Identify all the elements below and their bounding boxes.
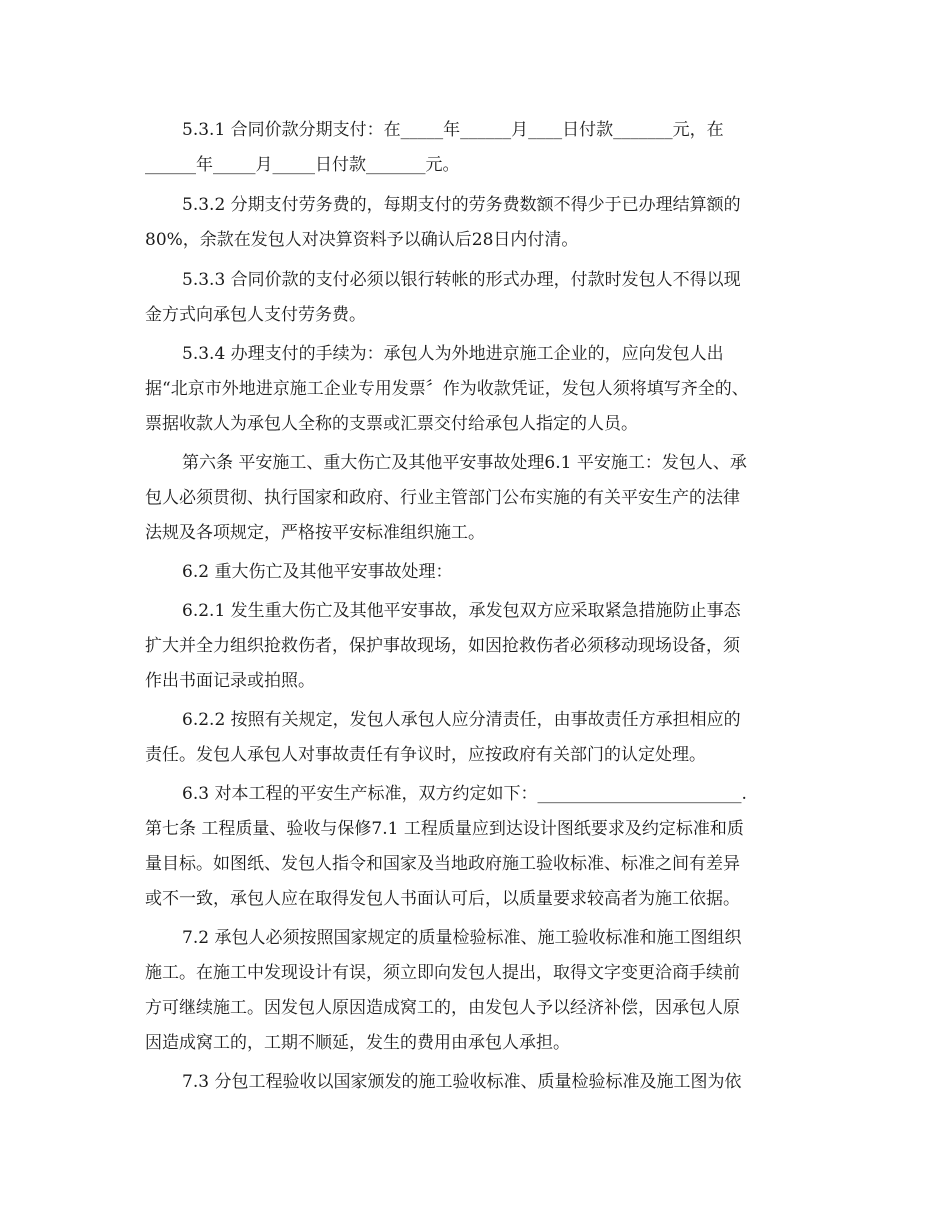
text-line: 因造成窝工的，工期不顺延，发生的费用由承包人承担。 [145, 1033, 570, 1053]
text-line: 5.3.1 合同价款分期支付：在_____年______月____日付款_______元，在 [182, 120, 724, 140]
text-line: 6.2.1 发生重大伤亡及其他平安事故，承发包双方应采取紧急措施防止事态 [182, 601, 741, 621]
text-line: 6.3 对本工程的平安生产标准，双方约定如下：________________________. [182, 784, 747, 804]
text-line: 票据收款人为承包人全称的支票或汇票交付给承包人指定的人员。 [145, 414, 638, 434]
text-line: 方可继续施工。因发包人原因造成窝工的，由发包人予以经济补偿，因承包人原 [145, 998, 740, 1018]
text-line: 80%，余款在发包人对决算资料予以确认后28日内付清。 [145, 230, 579, 250]
text-line: 或不一致，承包人应在取得发包人书面认可后，以质量要求较高者为施工依据。 [145, 889, 740, 909]
text-line: 金方式向承包人支付劳务费。 [145, 305, 366, 325]
text-line: 5.3.3 合同价款的支付必须以银行转帐的形式办理，付款时发包人不得以现 [182, 270, 741, 290]
text-line: 6.2.2 按照有关规定，发包人承包人应分清责任，由事故责任方承担相应的 [182, 710, 741, 730]
text-line: 施工。在施工中发现设计有误，须立即向发包人提出，取得文字变更洽商手续前 [145, 963, 740, 983]
text-line: 5.3.2 分期支付劳务费的，每期支付的劳务费数额不得少于已办理结算额的 [182, 195, 741, 215]
text-line: ______年_____月_____日付款_______元。 [145, 155, 460, 175]
text-line: 包人必须贯彻、执行国家和政府、行业主管部门公布实施的有关平安生产的法律 [145, 488, 740, 508]
text-line: 7.2 承包人必须按照国家规定的质量检验标准、施工验收标准和施工图组织 [182, 928, 742, 948]
text-line: 量目标。如图纸、发包人指令和国家及当地政府施工验收标准、标准之间有差异 [145, 854, 740, 874]
text-line: 5.3.4 办理支付的手续为：承包人为外地进京施工企业的，应向发包人出 [182, 344, 724, 364]
text-line: 法规及各项规定，严格按平安标准组织施工。 [145, 523, 485, 543]
text-line: 扩大并全力组织抢救伤者，保护事故现场，如因抢救伤者必须移动现场设备，须 [145, 636, 740, 656]
text-line: 第七条 工程质量、验收与保修7.1 工程质量应到达设计图纸要求及约定标准和质 [145, 819, 744, 839]
text-line: 责任。发包人承包人对事故责任有争议时，应按政府有关部门的认定处理。 [145, 745, 706, 765]
text-line: 作出书面记录或拍照。 [145, 671, 315, 691]
text-line: 第六条 平安施工、重大伤亡及其他平安事故处理6.1 平安施工：发包人、承 [182, 453, 747, 473]
text-line: 据“北京市外地进京施工企业专用发票〞作为收款凭证，发包人须将填写齐全的、 [145, 379, 749, 399]
text-line: 6.2 重大伤亡及其他平安事故处理： [182, 562, 453, 582]
text-line: 7.3 分包工程验收以国家颁发的施工验收标准、质量检验标准及施工图为依 [182, 1072, 742, 1092]
